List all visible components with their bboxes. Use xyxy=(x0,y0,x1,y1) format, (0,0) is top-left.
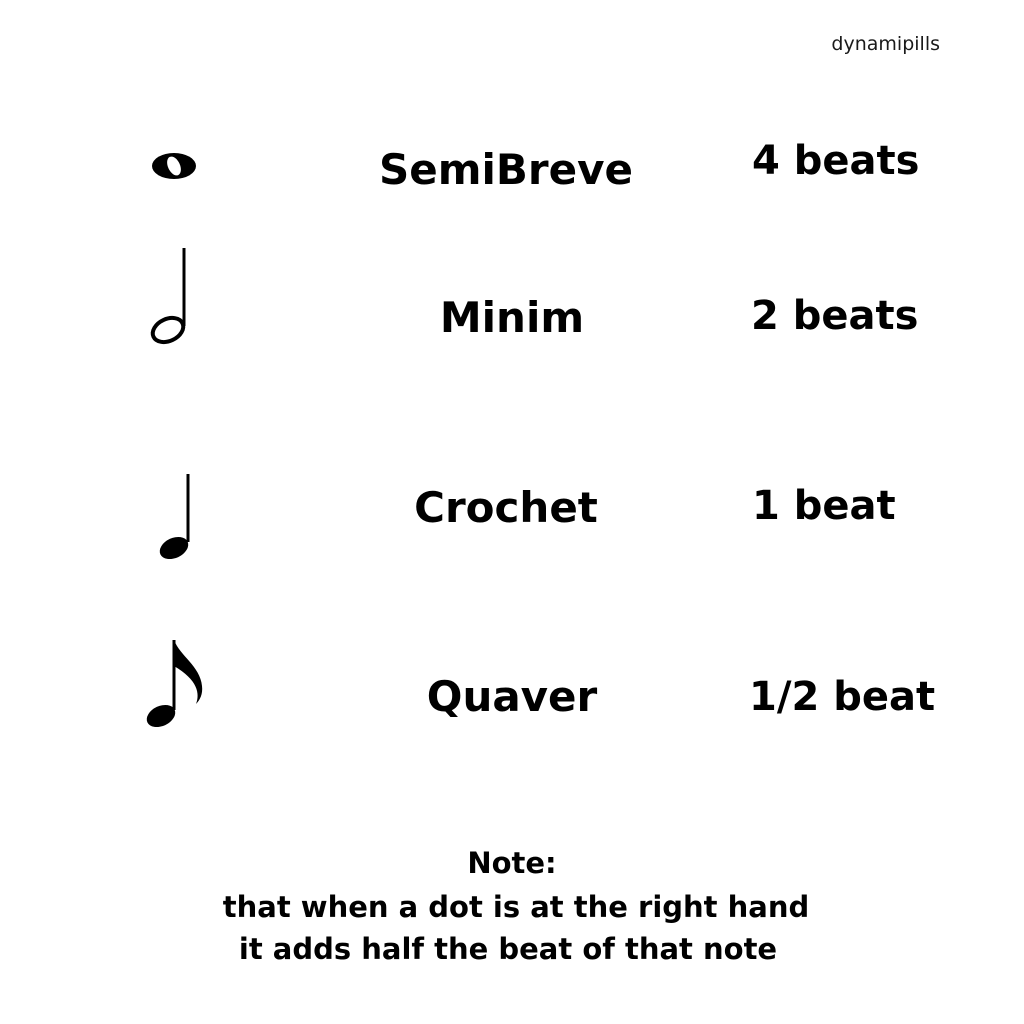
note-name: Quaver xyxy=(426,672,598,721)
note-beats: 1/2 beat xyxy=(749,674,936,720)
quaver-icon xyxy=(130,636,218,736)
footer-line-2: it adds half the beat of that note xyxy=(238,932,778,966)
note-name: Crochet xyxy=(414,483,598,532)
note-name: SemiBreve xyxy=(379,145,633,194)
footer-heading: Note: xyxy=(467,846,557,880)
semibreve-icon xyxy=(128,130,214,214)
note-beats: 2 beats xyxy=(751,293,919,339)
minim-icon xyxy=(128,244,200,352)
brand-watermark: dynamipills xyxy=(831,33,940,55)
note-name: Minim xyxy=(439,293,585,342)
crotchet-icon xyxy=(130,470,202,568)
note-beats: 4 beats xyxy=(752,138,920,184)
note-beats: 1 beat xyxy=(752,483,896,529)
footer-line-1: that when a dot is at the right hand xyxy=(222,890,810,924)
